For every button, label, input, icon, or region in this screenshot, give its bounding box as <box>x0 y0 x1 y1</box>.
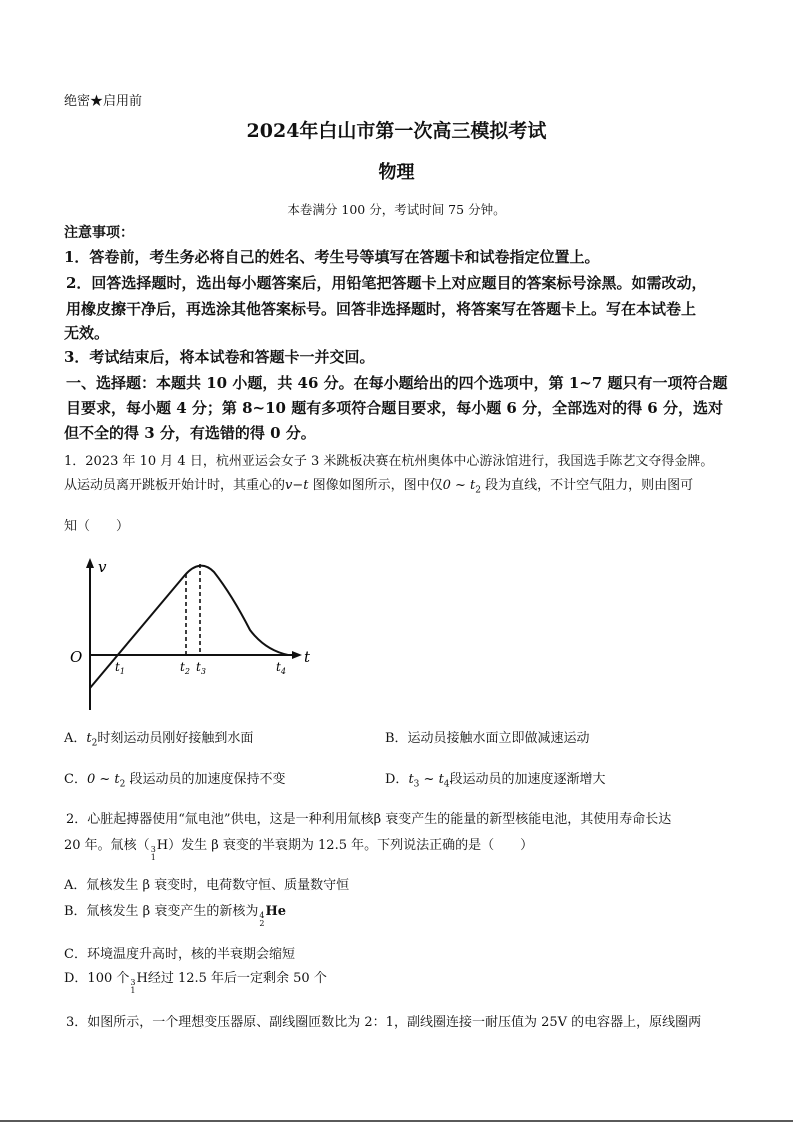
helium-nuclide: 4 2 <box>259 911 265 928</box>
exam-title: 2024年白山市第一次高三模拟考试 <box>246 120 547 142</box>
svg-text:t4: $t_4$ <box>276 660 286 676</box>
confidential-mark: 绝密★启用前 <box>64 94 143 109</box>
section-instructions: 目要求，每小题 4 分；第 8~10 题有多项符合题目要求，每小题 6 分，全部选对的得 6 分，选对 <box>66 399 723 417</box>
tritium-nuclide: 3 1 <box>150 845 156 862</box>
vt-graph <box>60 550 320 720</box>
tritium-nuclide: 3 1 <box>130 978 136 995</box>
note-item: 2．回答选择题时，选出每小题答案后，用铅笔把答题卡上对应题目的答案标号涂黑。如需改动， <box>66 274 707 292</box>
q3-stem-line: 3．如图所示，一个理想变压器原、副线圈匝数比为 2：1，副线圈连接一耐压值为 25V 的电容器上，原线圈两 <box>66 1015 702 1030</box>
q2-option-b[interactable]: B．氚核发生 β 衰变产生的新核为 4 2 He <box>64 904 286 928</box>
q1-option-c[interactable]: C．0 ~ $t_2$ 段运动员的加速度保持不变 <box>64 772 286 790</box>
note-item: 用橡皮擦干净后，再选涂其他答案标号。回答非选择题时，将答案写在答题卡上。写在本试卷上 <box>66 300 697 318</box>
svg-text:t: t <box>304 648 311 666</box>
vt-expression: v−t <box>285 478 309 493</box>
note-item: 1．答卷前，考生务必将自己的姓名、考生号等填写在答题卡和试卷指定位置上。 <box>64 248 600 266</box>
exam-info: 本卷满分 100 分，考试时间 75 分钟。 <box>287 202 506 217</box>
q1-stem-line: 从运动员离开跳板开始计时，其重心的v−t 图像如图所示，图中仅0 ~ $t_2$ 段为直线，不计空气阻力，则由图可 <box>64 478 694 496</box>
q2-option-a[interactable]: A．氚核发生 β 衰变时，电荷数守恒、质量数守恒 <box>64 878 350 893</box>
svg-text:t1: $t_1$ <box>115 660 125 676</box>
q2-option-c[interactable]: C．环境温度升高时，核的半衰期会缩短 <box>64 947 295 962</box>
note-item: 3．考试结束后，将本试卷和答题卡一并交回。 <box>64 348 375 366</box>
svg-text:v: v <box>98 558 107 576</box>
q1-stem-line: 1．2023 年 10 月 4 日，杭州亚运会女子 3 米跳板决赛在杭州奥体中心游泳馆进行，我国选手陈艺文夺得金牌。 <box>64 454 714 469</box>
q2-stem-line: 20 年。氚核（ 3 1 H）发生 β 衰变的半衰期为 12.5 年。下列说法正确的是（ ） <box>64 838 534 862</box>
notes-heading: 注意事项： <box>64 225 134 241</box>
q1-option-a[interactable]: A．$t_2$时刻运动员刚好接触到水面 <box>64 731 254 749</box>
subject-title: 物理 <box>378 162 415 183</box>
section-instructions: 但不全的得 3 分，有选错的得 0 分。 <box>64 424 316 442</box>
svg-text:t2: $t_2$ <box>180 660 190 676</box>
x-axis-arrow-icon <box>292 651 302 659</box>
section-instructions: 一、选择题：本题共 10 小题，共 46 分。在每小题给出的四个选项中，第 1~7 题只有一项符合题 <box>66 374 728 392</box>
y-axis-arrow-icon <box>86 558 94 568</box>
q2-option-d[interactable]: D．100 个 3 1 H经过 12.5 年后一定剩余 50 个 <box>64 971 327 995</box>
q2-stem-line: 2．心脏起搏器使用“氚电池”供电，这是一种利用氚核β 衰变产生的能量的新型核能电池，其使用寿命长达 <box>66 812 672 827</box>
q1-option-b[interactable]: B．运动员接触水面立即做减速运动 <box>385 731 590 746</box>
q1-stem-line: 知（ ） <box>64 519 130 534</box>
note-item: 无效。 <box>64 324 110 342</box>
q1-option-d[interactable]: D．$t_3$ ~ $t_4$段运动员的加速度逐渐增大 <box>385 772 606 790</box>
svg-text:O: O <box>70 648 83 666</box>
svg-text:t3: $t_3$ <box>196 660 206 676</box>
